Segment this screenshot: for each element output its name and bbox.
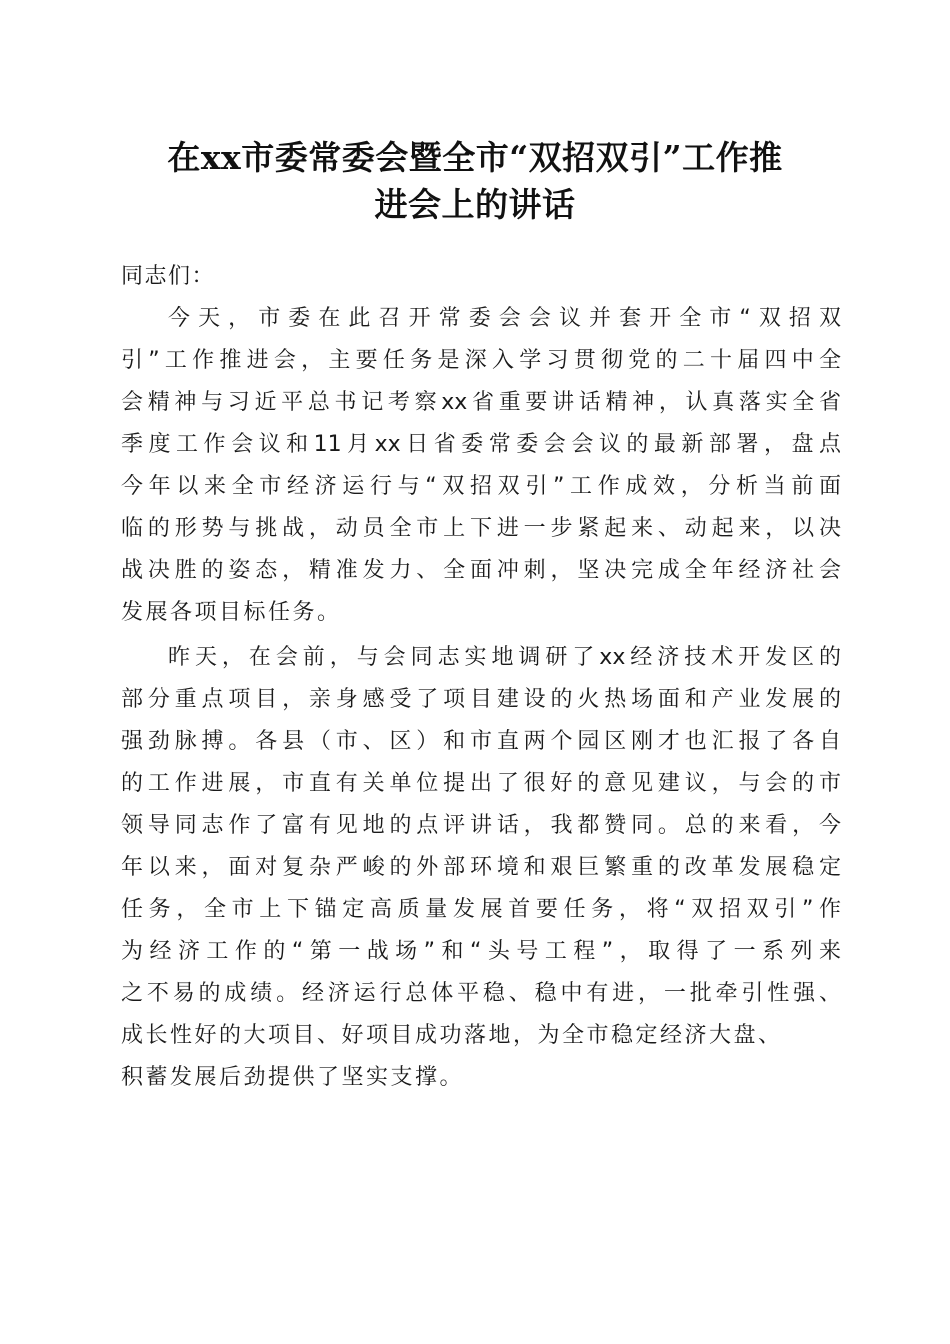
paragraph-line: 任务，全市上下锚定高质量发展首要任务，将“双招双引”作 xyxy=(121,897,841,922)
title-line-1: 在xx市委常委会暨全市“双招双引”工作推 xyxy=(167,138,783,177)
paragraph-1 xyxy=(121,298,841,634)
greeting-line: 同志们： xyxy=(121,264,216,289)
paragraph-line: 年以来，面对复杂严峻的外部环境和艰巨繁重的改革发展稳定 xyxy=(121,855,841,880)
paragraph-2 xyxy=(121,637,841,1099)
paragraph-line: 积蓄发展后劲提供了坚实支撑。 xyxy=(121,1065,465,1090)
paragraph-line: 今天，市委在此召开常委会会议并套开全市“双招双 xyxy=(168,306,841,331)
paragraph-line: 领导同志作了富有见地的点评讲话，我都赞同。总的来看，今 xyxy=(121,813,841,838)
paragraph-line: 临的形势与挑战，动员全市上下进一步紧起来、动起来，以决 xyxy=(121,516,841,541)
paragraph-line: 成长性好的大项目、好项目成功落地，为全市稳定经济大盘、 xyxy=(121,1023,783,1048)
paragraph-line: 之不易的成绩。经济运行总体平稳、稳中有进，一批牵引性强、 xyxy=(121,981,841,1006)
greeting xyxy=(121,256,841,298)
paragraph-line: 会精神与习近平总书记考察xx省重要讲话精神，认真落实全省 xyxy=(121,390,841,415)
paragraph-line: 部分重点项目，亲身感受了项目建设的火热场面和产业发展的 xyxy=(121,687,841,712)
paragraph-line: 季度工作会议和11月xx日省委常委会会议的最新部署，盘点 xyxy=(121,432,841,457)
paragraph-line: 发展各项目标任务。 xyxy=(121,600,342,625)
paragraph-line: 的工作进展，市直有关单位提出了很好的意见建议，与会的市 xyxy=(121,771,841,796)
paragraph-line: 今年以来全市经济运行与“双招双引”工作成效，分析当前面 xyxy=(121,474,841,499)
paragraph-line: 引”工作推进会，主要任务是深入学习贯彻党的二十届四中全 xyxy=(121,348,841,373)
paragraph-line: 强劲脉搏。各县（市、区）和市直两个园区刚才也汇报了各自 xyxy=(121,729,841,754)
paragraph-line: 为经济工作的“第一战场”和“头号工程”，取得了一系列来 xyxy=(121,939,841,964)
document-title xyxy=(0,134,950,228)
title-line-2: 进会上的讲话 xyxy=(374,185,576,224)
paragraph-line: 昨天，在会前，与会同志实地调研了xx经济技术开发区的 xyxy=(168,645,841,670)
document-body xyxy=(121,256,841,1099)
paragraph-line: 战决胜的姿态，精准发力、全面冲刺，坚决完成全年经济社会 xyxy=(121,558,841,583)
